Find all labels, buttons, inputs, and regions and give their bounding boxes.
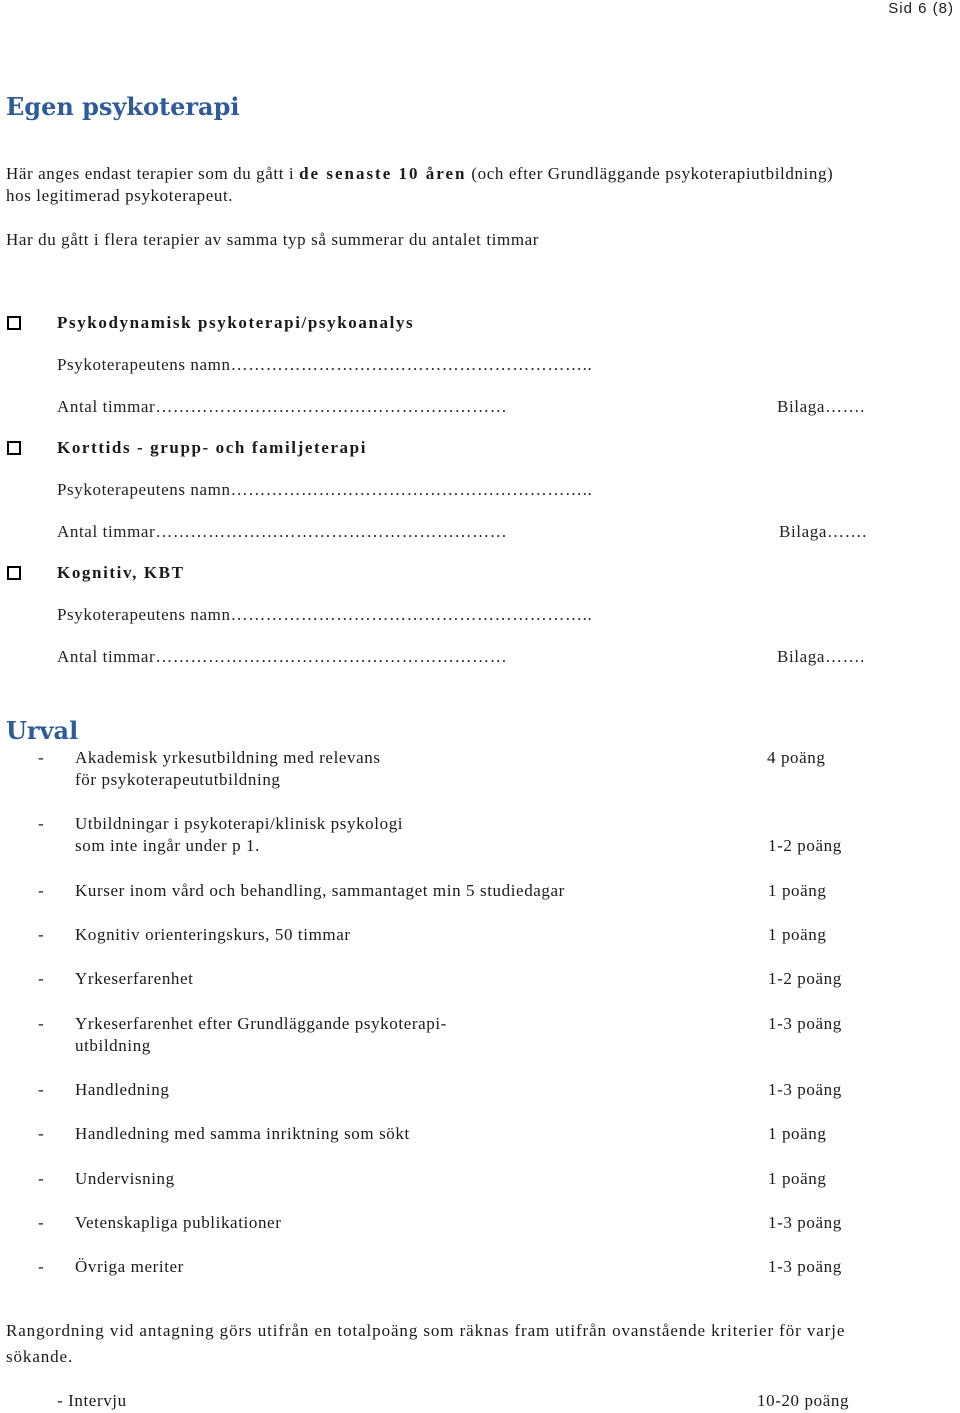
checkbox-kognitiv[interactable] [7, 566, 21, 580]
list-dash: - [38, 1014, 44, 1033]
urval-item-1-points: 4 poäng [767, 748, 826, 767]
intro-line-2: hos legitimerad psykoterapeut. [6, 186, 234, 205]
therapist-name-field-3[interactable]: Psykoterapeutens namn…………………………………………………….. [57, 605, 593, 624]
interview-label: - Intervju [57, 1391, 127, 1410]
ranking-text-line-1: Rangordning vid antagning görs utifrån en totalpoäng som räknas fram utifrån ovanstående kriterier för varje [6, 1321, 846, 1340]
urval-item-3: Kurser inom vård och behandling, sammantaget min 5 studiedagar [75, 881, 565, 900]
urval-item-1-line1: Akademisk yrkesutbildning med relevans [75, 748, 381, 767]
list-dash: - [38, 881, 44, 900]
urval-item-9: Undervisning [75, 1169, 175, 1188]
urval-item-2-line1: Utbildningar i psykoterapi/klinisk psykologi [75, 814, 404, 833]
urval-item-7: Handledning [75, 1080, 170, 1099]
list-dash: - [38, 748, 44, 767]
bilaga-field-3[interactable]: Bilaga……. [777, 647, 866, 666]
page-number: Sid 6 (8) [888, 0, 954, 17]
urval-item-6-points: 1-3 poäng [768, 1014, 842, 1033]
bilaga-field-2[interactable]: Bilaga……. [779, 522, 868, 541]
list-dash: - [38, 1124, 44, 1143]
therapist-name-field-2[interactable]: Psykoterapeutens namn…………………………………………………….. [57, 480, 593, 499]
intro-line-3: Har du gått i flera terapier av samma typ så summerar du antalet timmar [6, 230, 540, 249]
list-dash: - [38, 969, 44, 988]
urval-item-10-points: 1-3 poäng [768, 1213, 842, 1232]
urval-item-8: Handledning med samma inriktning som sökt [75, 1124, 410, 1143]
urval-item-10: Vetenskapliga publikationer [75, 1213, 282, 1232]
hours-field-3[interactable]: Antal timmar…………………………………………………… [57, 647, 508, 666]
urval-item-1-line2: för psykoterapeututbildning [75, 770, 281, 789]
urval-item-4-points: 1 poäng [768, 925, 827, 944]
interview-points: 10-20 poäng [757, 1391, 850, 1410]
checkbox-psykodynamisk[interactable] [7, 316, 21, 330]
urval-item-2-line2: som inte ingår under p 1. [75, 836, 260, 855]
urval-item-4: Kognitiv orienteringskurs, 50 timmar [75, 925, 351, 944]
urval-item-7-points: 1-3 poäng [768, 1080, 842, 1099]
therapy-title-psykodynamisk: Psykodynamisk psykoterapi/psykoanalys [57, 313, 415, 332]
list-dash: - [38, 1257, 44, 1276]
list-dash: - [38, 1213, 44, 1232]
list-dash: - [38, 1080, 44, 1099]
urval-item-11: Övriga meriter [75, 1257, 184, 1276]
section-title-urval: Urval [6, 716, 79, 745]
list-dash: - [38, 1169, 44, 1188]
therapy-title-korttids: Korttids - grupp- och familjeterapi [57, 438, 368, 457]
list-dash: - [38, 925, 44, 944]
checkbox-korttids[interactable] [7, 441, 21, 455]
urval-item-9-points: 1 poäng [768, 1169, 827, 1188]
intro-line-1 [6, 164, 833, 184]
hours-field-2[interactable]: Antal timmar…………………………………………………… [57, 522, 508, 541]
hours-field-1[interactable]: Antal timmar…………………………………………………… [57, 397, 508, 416]
therapy-title-kognitiv: Kognitiv, KBT [57, 563, 185, 582]
urval-item-3-points: 1 poäng [768, 881, 827, 900]
ranking-text-line-2: sökande. [6, 1347, 74, 1366]
urval-item-5-points: 1-2 poäng [768, 969, 842, 988]
urval-item-2-points: 1-2 poäng [768, 836, 842, 855]
urval-item-6-line1: Yrkeserfarenhet efter Grundläggande psykoterapi- [75, 1014, 447, 1033]
urval-item-11-points: 1-3 poäng [768, 1257, 842, 1276]
therapist-name-field-1[interactable]: Psykoterapeutens namn…………………………………………………….. [57, 355, 593, 374]
list-dash: - [38, 814, 44, 833]
section-title-egen-psykoterapi: Egen psykoterapi [6, 92, 240, 121]
intro-line-1-after: (och efter Grundläggande psykoterapiutbildning) [466, 164, 834, 183]
intro-line-1-before: Här anges endast terapier som du gått i [6, 164, 300, 183]
bilaga-field-1[interactable]: Bilaga……. [777, 397, 866, 416]
urval-item-5: Yrkeserfarenhet [75, 969, 194, 988]
urval-item-8-points: 1 poäng [768, 1124, 827, 1143]
urval-item-6-line2: utbildning [75, 1036, 151, 1055]
intro-line-1-bold: de senaste 10 åren [299, 164, 467, 183]
